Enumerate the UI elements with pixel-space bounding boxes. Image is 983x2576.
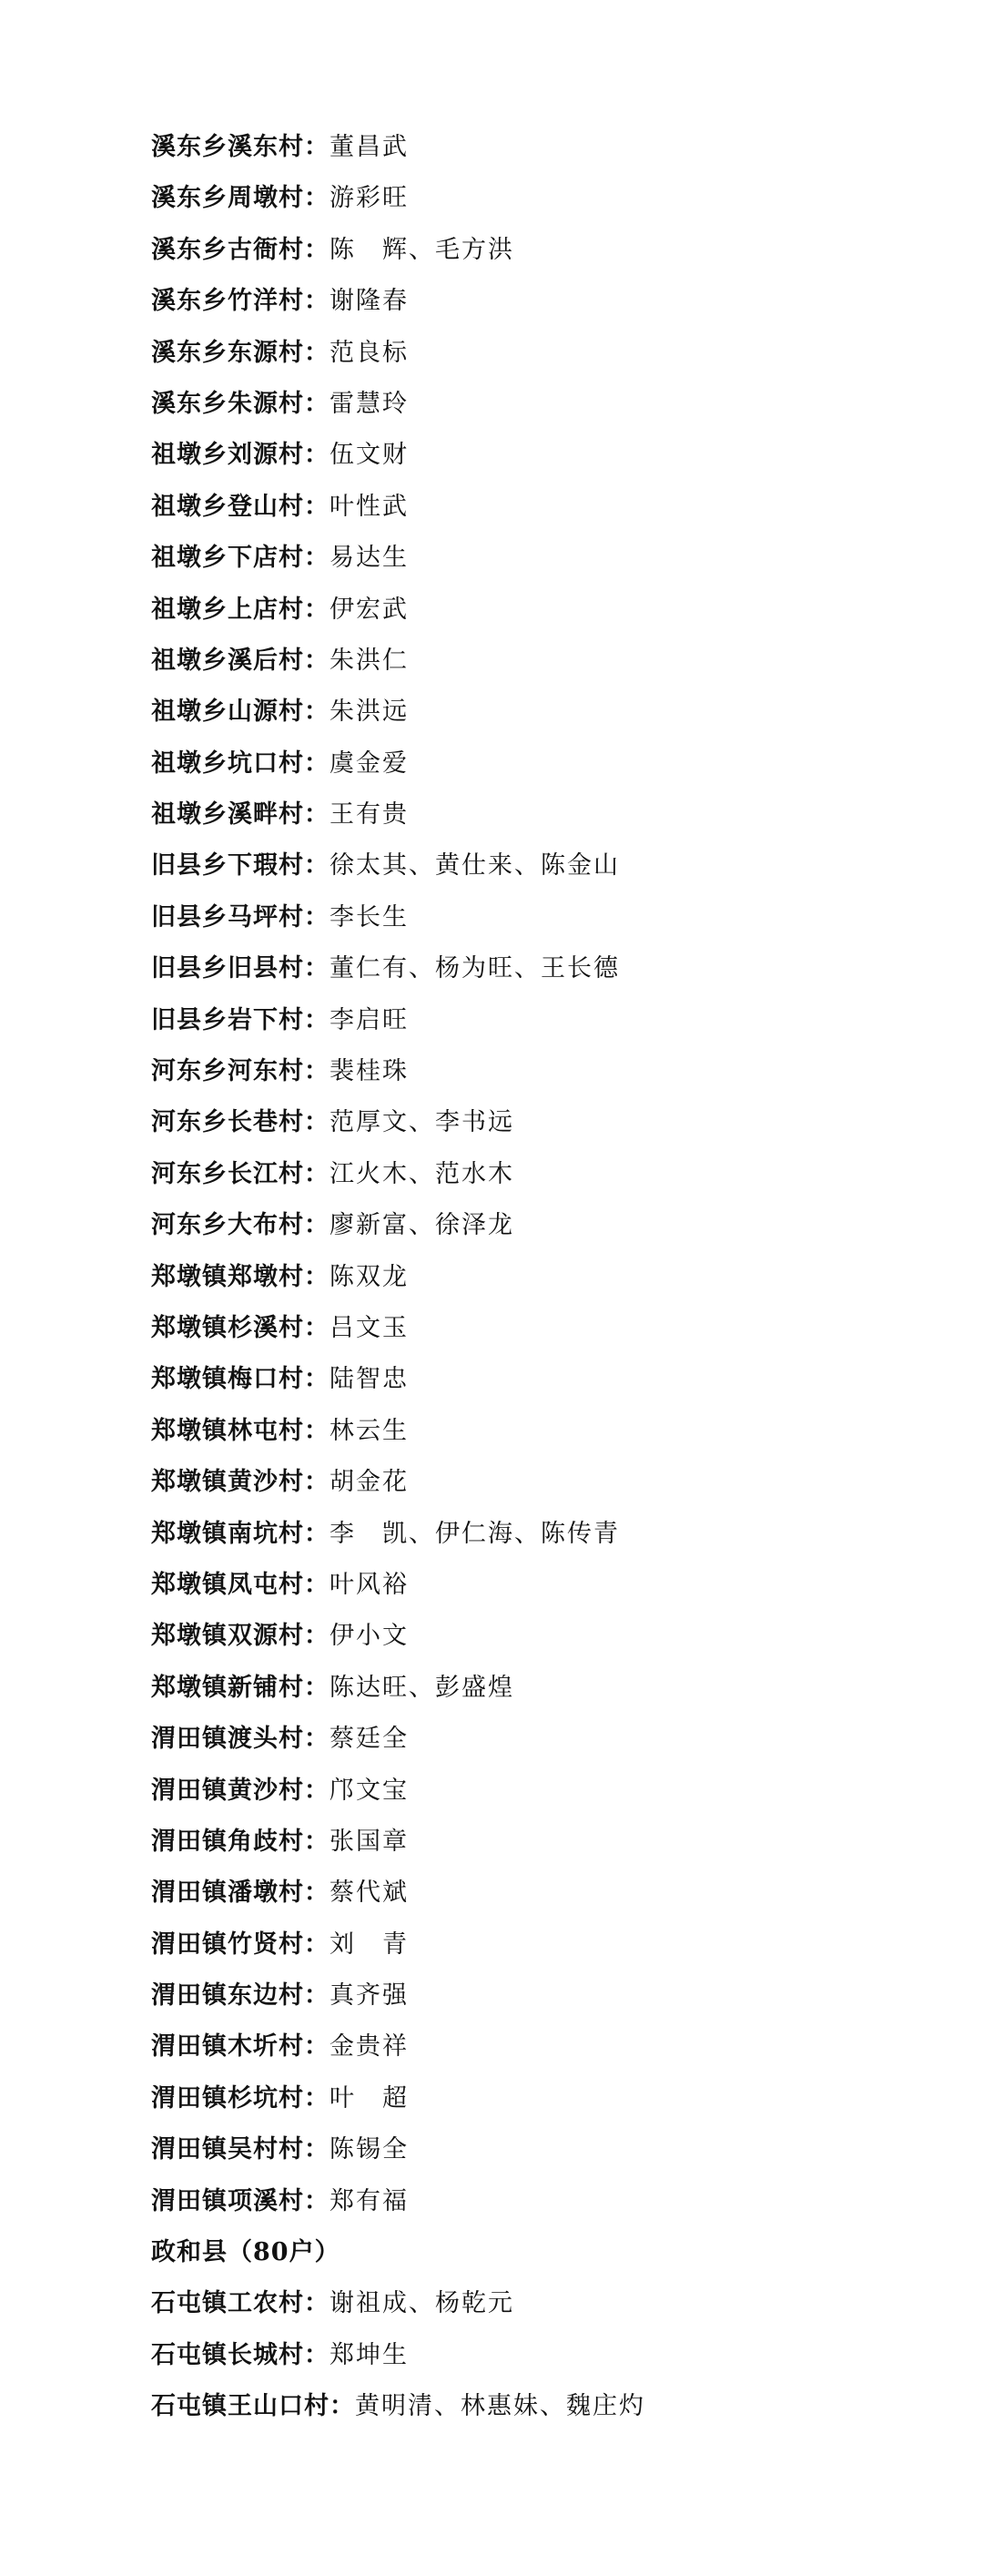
household-names: 裴桂珠: [329, 1057, 409, 1086]
list-item: [151, 1970, 952, 2021]
household-names: 易达生: [329, 544, 409, 573]
village-label: 溪东乡周墩村：: [151, 184, 329, 213]
list-item: [151, 1919, 952, 1970]
household-names: 雷慧玲: [329, 389, 409, 418]
household-names: 郑有福: [329, 2186, 409, 2215]
household-names: 李启旺: [329, 1005, 409, 1034]
village-list-zhenghe: [151, 2278, 952, 2432]
household-names: 叶风裕: [329, 1570, 409, 1599]
list-item: [151, 1406, 952, 1457]
list-item: [151, 738, 952, 789]
household-names: 陈锡全: [329, 2135, 409, 2164]
village-label: 祖墩乡坑口村：: [151, 748, 329, 778]
household-names: 林云生: [329, 1416, 409, 1445]
list-item: [151, 687, 952, 738]
household-names: 范厚文、李书远: [329, 1108, 514, 1137]
list-item: [151, 430, 952, 481]
village-label: 溪东乡朱源村：: [151, 389, 329, 418]
village-label: 旧县乡下瑕村：: [151, 851, 329, 881]
household-names: 叶 超: [329, 2083, 409, 2113]
list-item: [151, 533, 952, 584]
list-item: [151, 1766, 952, 1817]
list-item: [151, 1817, 952, 1868]
household-names: 叶性武: [329, 492, 409, 521]
village-label: 河东乡河东村：: [151, 1057, 329, 1086]
list-item: [151, 1457, 952, 1508]
list-item: [151, 122, 952, 173]
village-label: 渭田镇木圻村：: [151, 2032, 329, 2062]
list-item: [151, 1509, 952, 1560]
village-label: 溪东乡东源村：: [151, 338, 329, 367]
list-item: [151, 1200, 952, 1251]
list-item: [151, 1097, 952, 1148]
village-label: 渭田镇吴村村：: [151, 2135, 329, 2164]
household-names: 虞金爱: [329, 748, 409, 778]
village-label: 溪东乡古衙村：: [151, 235, 329, 264]
village-label: 祖墩乡上店村：: [151, 595, 329, 624]
list-item: [151, 636, 952, 687]
household-names: 徐太其、黄仕来、陈金山: [329, 851, 620, 881]
list-item: [151, 1714, 952, 1765]
list-item: [151, 482, 952, 533]
list-item: [151, 943, 952, 994]
household-names: 胡金花: [329, 1468, 409, 1497]
village-label: 郑墩镇林屯村：: [151, 1416, 329, 1445]
household-names: 王有贵: [329, 800, 409, 830]
village-label: 旧县乡旧县村：: [151, 954, 329, 983]
county-heading: 政和县（80户）: [151, 2238, 340, 2267]
village-label: 祖墩乡溪后村：: [151, 646, 329, 675]
village-label: 祖墩乡刘源村：: [151, 441, 329, 470]
list-item: [151, 1354, 952, 1405]
household-names: 朱洪远: [329, 697, 409, 727]
list-item: [151, 1149, 952, 1200]
village-label: 郑墩镇南坑村：: [151, 1519, 329, 1548]
village-label: 河东乡长巷村：: [151, 1108, 329, 1137]
list-item: [151, 2073, 952, 2124]
household-names: 邝文宝: [329, 1776, 409, 1805]
household-names: 伊宏武: [329, 595, 409, 624]
list-item: [151, 379, 952, 430]
household-names: 董仁有、杨为旺、王长德: [329, 954, 620, 983]
household-names: 游彩旺: [329, 184, 409, 213]
village-label: 溪东乡溪东村：: [151, 133, 329, 161]
household-names: 伍文财: [329, 441, 409, 470]
household-names: 黄明清、林惠妹、魏庄灼: [355, 2392, 645, 2421]
list-item: [151, 1611, 952, 1662]
village-label: 祖墩乡山源村：: [151, 697, 329, 727]
household-names: 陈 辉、毛方洪: [329, 235, 514, 264]
list-item: [151, 2021, 952, 2072]
list-item: [151, 173, 952, 224]
household-names: 张国章: [329, 1827, 409, 1856]
village-label: 郑墩镇双源村：: [151, 1622, 329, 1651]
household-names: 朱洪仁: [329, 646, 409, 675]
household-names: 陆智忠: [329, 1365, 409, 1394]
list-item: [151, 2124, 952, 2175]
village-label: 郑墩镇凤屯村：: [151, 1570, 329, 1599]
village-label: 旧县乡岩下村：: [151, 1005, 329, 1034]
household-names: 陈双龙: [329, 1262, 409, 1291]
household-names: 范良标: [329, 338, 409, 367]
village-label: 渭田镇东边村：: [151, 1981, 329, 2011]
village-label: 渭田镇竹贤村：: [151, 1929, 329, 1959]
village-label: 石屯镇王山口村：: [151, 2392, 355, 2421]
household-names: 李长生: [329, 902, 409, 932]
list-item: [151, 995, 952, 1046]
village-label: 郑墩镇郑墩村：: [151, 1262, 329, 1291]
list-item: [151, 1663, 952, 1714]
list-item: [151, 2176, 952, 2227]
list-item: [151, 892, 952, 943]
document-body: [151, 122, 952, 2433]
list-item: [151, 1046, 952, 1097]
household-names: 谢隆春: [329, 287, 409, 316]
household-names: 蔡代斌: [329, 1879, 409, 1908]
list-item: [151, 2381, 952, 2432]
list-item: [151, 789, 952, 840]
household-names: 真齐强: [329, 1981, 409, 2011]
list-item: [151, 1303, 952, 1354]
village-label: 渭田镇潘墩村：: [151, 1879, 329, 1908]
village-label: 石屯镇长城村：: [151, 2340, 329, 2369]
household-names: 郑坤生: [329, 2340, 409, 2369]
village-label: 渭田镇渡头村：: [151, 1725, 329, 1754]
village-label: 河东乡大布村：: [151, 1211, 329, 1240]
village-label: 郑墩镇新铺村：: [151, 1673, 329, 1702]
household-names: 蔡廷全: [329, 1725, 409, 1754]
village-label: 祖墩乡下店村：: [151, 544, 329, 573]
list-item: [151, 1868, 952, 1919]
list-item: [151, 585, 952, 636]
village-label: 渭田镇黄沙村：: [151, 1776, 329, 1805]
household-names: 李 凯、伊仁海、陈传青: [329, 1519, 620, 1548]
village-label: 石屯镇工农村：: [151, 2289, 329, 2318]
household-names: 金贵祥: [329, 2032, 409, 2062]
household-names: 谢祖成、杨乾元: [329, 2289, 514, 2318]
village-label: 祖墩乡溪畔村：: [151, 800, 329, 830]
household-names: 江火木、范水木: [329, 1159, 514, 1188]
household-names: 伊小文: [329, 1622, 409, 1651]
village-list: [151, 122, 952, 2227]
village-label: 溪东乡竹洋村：: [151, 287, 329, 316]
village-label: 旧县乡马坪村：: [151, 902, 329, 932]
list-item: [151, 1252, 952, 1303]
village-label: 渭田镇杉坑村：: [151, 2083, 329, 2113]
village-label: 郑墩镇杉溪村：: [151, 1313, 329, 1342]
household-names: 廖新富、徐泽龙: [329, 1211, 514, 1240]
village-label: 渭田镇项溪村：: [151, 2186, 329, 2215]
village-label: 祖墩乡登山村：: [151, 492, 329, 521]
village-label: 郑墩镇梅口村：: [151, 1365, 329, 1394]
household-names: 刘 青: [329, 1929, 409, 1959]
list-item: [151, 328, 952, 379]
list-item: [151, 840, 952, 891]
household-names: 董昌武: [329, 133, 409, 161]
list-item: [151, 2278, 952, 2329]
list-item: [151, 1560, 952, 1611]
list-item: [151, 225, 952, 276]
list-item: [151, 2330, 952, 2381]
household-names: 吕文玉: [329, 1313, 409, 1342]
list-item: [151, 276, 952, 327]
village-label: 河东乡长江村：: [151, 1159, 329, 1188]
village-label: 渭田镇角歧村：: [151, 1827, 329, 1856]
household-names: 陈达旺、彭盛煌: [329, 1673, 514, 1702]
village-label: 郑墩镇黄沙村：: [151, 1468, 329, 1497]
